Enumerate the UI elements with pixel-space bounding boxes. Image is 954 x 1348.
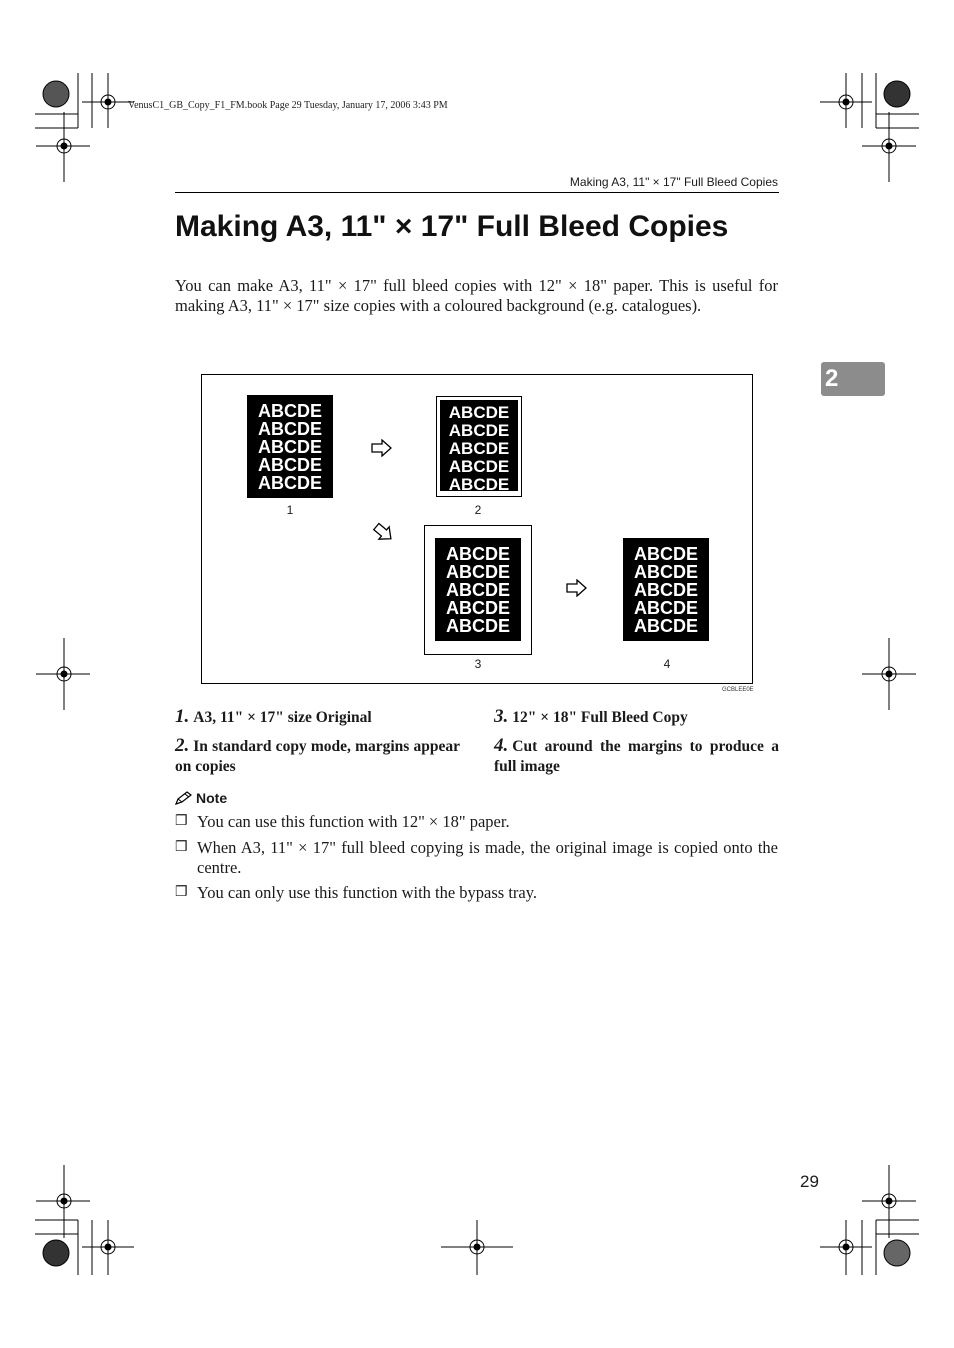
chapter-tab: 2	[821, 362, 885, 396]
note-item: ❒ You can use this function with 12" × 18" paper.	[175, 812, 510, 831]
page-title: Making A3, 11" × 17" Full Bleed Copies	[175, 210, 729, 243]
checkbox-icon: ❒	[175, 885, 188, 900]
checkbox-icon: ❒	[175, 814, 188, 829]
arrow-right-icon	[370, 439, 394, 457]
note-item: ❒ You can only use this function with the bypass tray.	[175, 883, 538, 902]
running-header: Making A3, 11" × 17" Full Bleed Copies	[569, 175, 778, 189]
sample-full-bleed-copy: ABCDE ABCDE ABCDE ABCDE ABCDE	[424, 525, 532, 655]
note-item: ❒ When A3, 11" × 17" full bleed copying is made, the original image is copied onto the centre.	[175, 838, 778, 877]
caption-1: 1. A3, 11" × 17" size Original	[175, 706, 372, 727]
caption-4: 4. Cut around the margins to produce a full image	[494, 735, 779, 775]
intro-paragraph: You can make A3, 11" × 17" full bleed copies with 12" × 18" paper. This is useful for making A3, 11" × 17" size copies with a coloured background (e.g. catalogues).	[175, 276, 778, 315]
figure-label-1: 1	[286, 503, 294, 517]
note-heading: Note	[175, 790, 227, 806]
arrow-right-icon	[565, 579, 589, 597]
figure-label-4: 4	[663, 657, 671, 671]
pencil-icon	[175, 791, 193, 805]
checkbox-icon: ❒	[175, 840, 188, 855]
caption-3: 3. 12" × 18" Full Bleed Copy	[494, 706, 688, 727]
sample-with-margins: ABCDE ABCDE ABCDE ABCDE ABCDE	[436, 396, 522, 497]
arrow-down-right-icon	[372, 521, 396, 545]
figure-label-3: 3	[474, 657, 482, 671]
sample-trimmed: ABCDE ABCDE ABCDE ABCDE ABCDE	[623, 538, 709, 641]
sample-original: ABCDE ABCDE ABCDE ABCDE ABCDE	[247, 395, 333, 498]
header-rule	[175, 192, 779, 193]
page-number: 29	[800, 1172, 819, 1191]
illustration	[201, 374, 753, 684]
figure-code: GCBLEE0E	[722, 687, 754, 693]
figure-label-2: 2	[474, 503, 482, 517]
caption-2: 2. In standard copy mode, margins appear on copies	[175, 735, 460, 775]
file-info: VenusC1_GB_Copy_F1_FM.book Page 29 Tuesday, January 17, 2006 3:43 PM	[128, 100, 448, 111]
